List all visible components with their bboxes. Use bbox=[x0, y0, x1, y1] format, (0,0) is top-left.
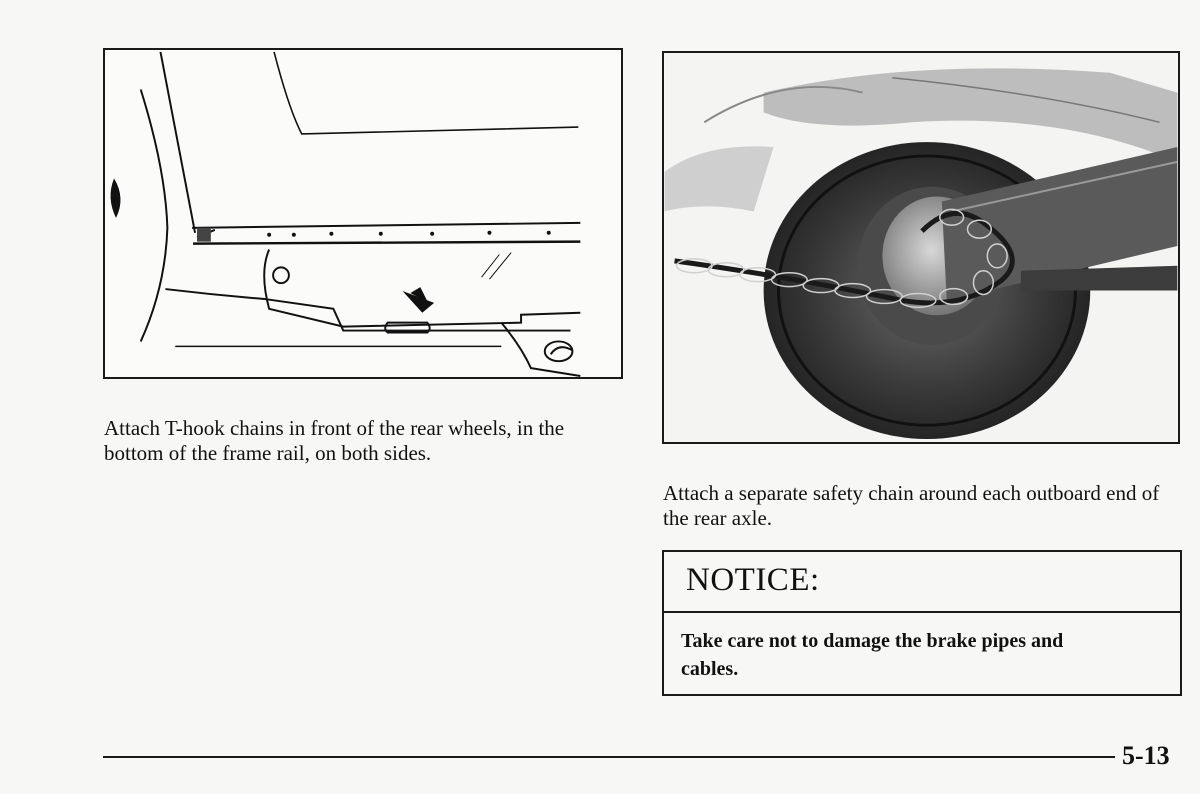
page-number: 5-13 bbox=[1122, 741, 1170, 770]
safety-chain-image bbox=[664, 53, 1178, 442]
frame-rail-drawing bbox=[105, 50, 621, 377]
left-figure-caption: Attach T-hook chains in front of the rear wheels, in the bottom of the frame rail, on both sides. bbox=[104, 416, 565, 465]
footer-rule bbox=[103, 756, 1115, 758]
notice-text: Take care not to damage the brake pipes and cables. bbox=[681, 630, 1064, 680]
notice-box bbox=[662, 550, 1182, 696]
notice-title: NOTICE: bbox=[686, 562, 820, 598]
frame-rail-illustration bbox=[103, 48, 623, 379]
notice-divider bbox=[664, 611, 1180, 613]
right-figure-caption: Attach a separate safety chain around each outboard end of the rear axle. bbox=[663, 481, 1160, 530]
safety-chain-photo bbox=[662, 51, 1180, 444]
